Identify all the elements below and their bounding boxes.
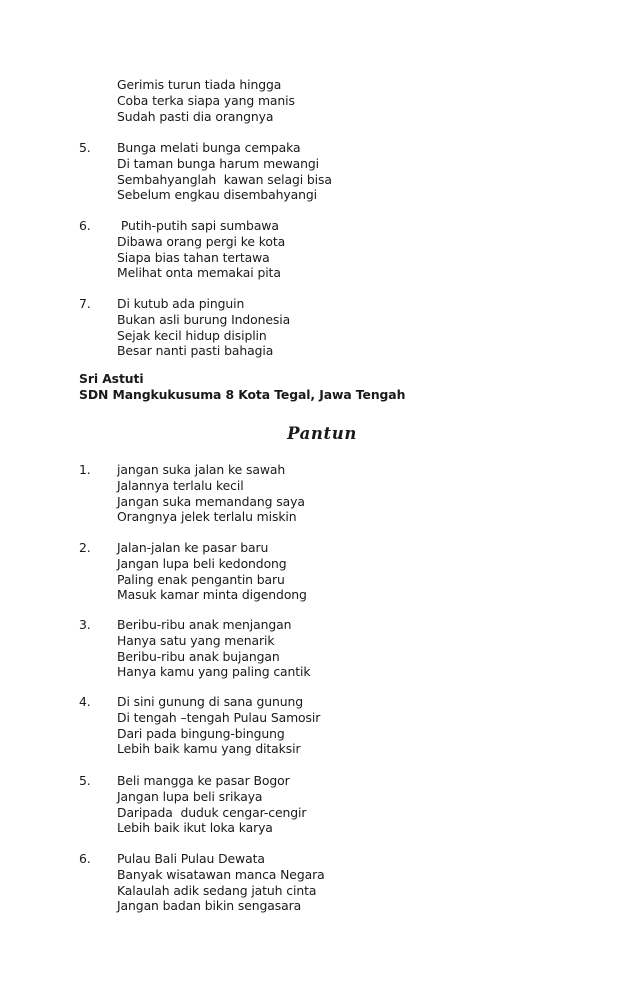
stanza-number: 5.: [79, 140, 91, 155]
stanza-line: Di taman bunga harum mewangi: [117, 155, 319, 171]
stanza-lines: [117, 462, 305, 525]
stanza-line: Daripada duduk cengar-cengir: [117, 804, 307, 820]
stanza-line: Beribu-ribu anak menjangan: [117, 617, 292, 632]
stanza-line: Beli mangga ke pasar Bogor: [117, 773, 290, 788]
stanza-line: Dari pada bingung-bingung: [117, 725, 285, 741]
author-name: Sri Astuti: [79, 371, 144, 386]
stanza-lines: [117, 540, 307, 603]
stanza-line: Jangan lupa beli kedondong: [117, 555, 287, 571]
stanza-number: 6.: [79, 851, 91, 866]
author-school: SDN Mangkukusuma 8 Kota Tegal, Jawa Tengah: [79, 386, 406, 402]
stanza-number: 2.: [79, 540, 91, 555]
stanza-lines: [117, 851, 325, 914]
stanza-lines: [117, 296, 290, 359]
stanza-line: Di sini gunung di sana gunung: [117, 694, 304, 709]
stanza-line: Lebih baik kamu yang ditaksir: [117, 741, 301, 757]
stanza-line: Banyak wisatawan manca Negara: [117, 866, 325, 882]
stanza-line: Pulau Bali Pulau Dewata: [117, 851, 265, 866]
stanza-line: Dibawa orang pergi ke kota: [117, 233, 286, 249]
stanza-line: Kalaulah adik sedang jatuh cinta: [117, 882, 317, 898]
stanza-line: Jangan lupa beli srikaya: [117, 788, 263, 804]
stanza-lines: [117, 773, 306, 836]
stanza-line: Sejak kecil hidup disiplin: [117, 327, 267, 343]
stanza-number: 7.: [79, 296, 91, 311]
stanza-lines: [117, 140, 332, 203]
stanza-line: Bunga melati bunga cempaka: [117, 140, 301, 155]
stanza-line: Jangan badan bikin sengasara: [117, 898, 302, 914]
stanza-line: Melihat onta memakai pita: [117, 265, 281, 281]
stanza-line: Di tengah –tengah Pulau Samosir: [117, 709, 321, 725]
section-title-text: Pantun: [287, 424, 357, 443]
stanza-number: 5.: [79, 773, 91, 788]
stanza-line: Besar nanti pasti bahagia: [117, 343, 274, 359]
stanza-line: Paling enak pengantin baru: [117, 571, 285, 587]
stanza-line: Di kutub ada pinguin: [117, 296, 245, 311]
section-title: [0, 424, 638, 443]
stanza-line: Sudah pasti dia orangnya: [117, 108, 274, 124]
author-block: [79, 371, 405, 403]
stanza-line: Coba terka siapa yang manis: [117, 92, 295, 108]
stanza-line: Putih-putih sapi sumbawa: [117, 218, 279, 233]
stanza-line: jangan suka jalan ke sawah: [117, 462, 286, 477]
stanza-line: Sembahyanglah kawan selagi bisa: [117, 171, 332, 187]
stanza-lines: [117, 617, 310, 680]
stanza-line: Sebelum engkau disembahyangi: [117, 187, 318, 203]
stanza-line: Hanya satu yang menarik: [117, 632, 275, 648]
stanza-line: Hanya kamu yang paling cantik: [117, 664, 311, 680]
stanza-lines: [117, 77, 295, 124]
stanza-line: Beribu-ribu anak bujangan: [117, 648, 280, 664]
stanza-number: 3.: [79, 617, 91, 632]
stanza-line: Jalannya terlalu kecil: [117, 477, 244, 493]
stanza-lines: [117, 694, 320, 757]
stanza-line: Lebih baik ikut loka karya: [117, 820, 273, 836]
stanza-line: Masuk kamar minta digendong: [117, 587, 307, 603]
stanza-line: Bukan asli burung Indonesia: [117, 311, 291, 327]
stanza-line: Gerimis turun tiada hingga: [117, 77, 282, 92]
stanza-line: Orangnya jelek terlalu miskin: [117, 509, 297, 525]
stanza-number: 6.: [79, 218, 91, 233]
stanza-line: Jalan-jalan ke pasar baru: [117, 540, 269, 555]
stanza-lines: [117, 218, 285, 281]
stanza-number: 4.: [79, 694, 91, 709]
stanza-line: Jangan suka memandang saya: [117, 493, 305, 509]
stanza-number: 1.: [79, 462, 91, 477]
stanza-line: Siapa bias tahan tertawa: [117, 249, 270, 265]
